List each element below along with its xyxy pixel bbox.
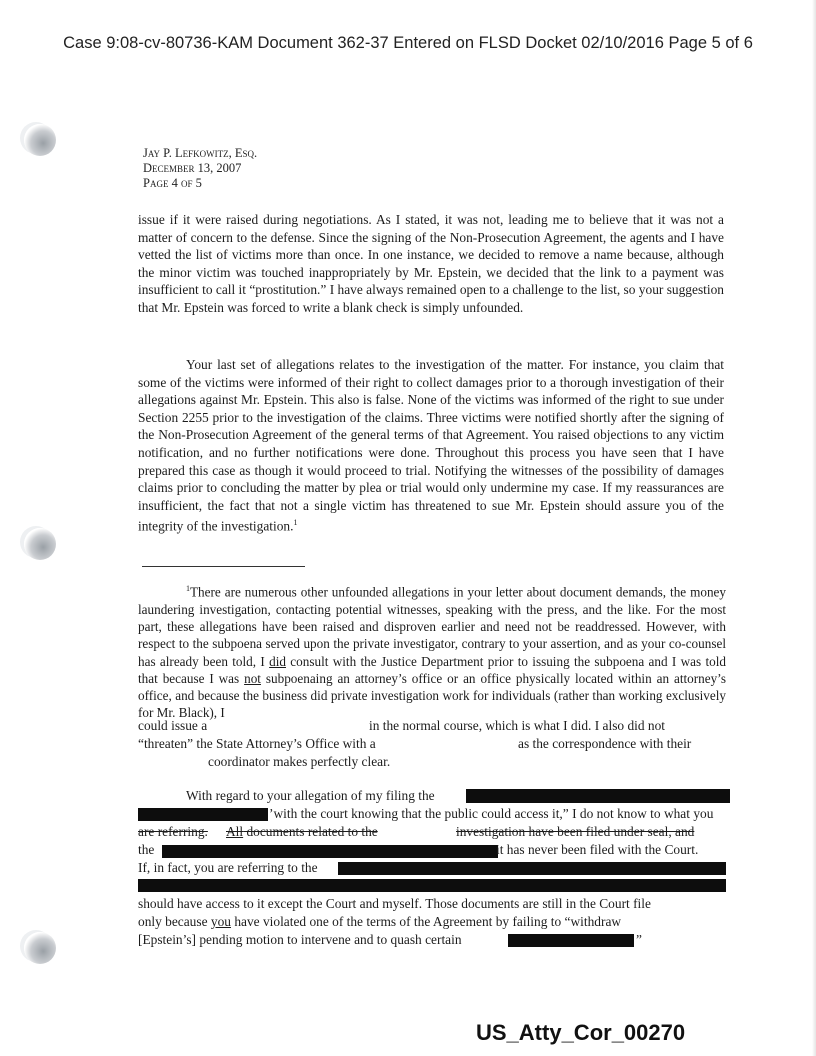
paragraph-2	[138, 356, 724, 535]
redaction-4	[338, 862, 726, 875]
final-line-3-left: are referring.	[138, 824, 208, 839]
redaction-5	[138, 879, 726, 892]
final-all: All	[226, 824, 244, 839]
final-line-2: ’with the court knowing that the public could access it,” I do not know to what you	[269, 806, 714, 821]
final-you: you	[210, 914, 231, 929]
footnote	[138, 580, 726, 722]
footnote-not: not	[244, 670, 261, 686]
paragraph-2-text	[138, 356, 724, 535]
paragraph-2-body: Your last set of allegations relates to the investigation of the matter. For instance, you claim that some of the victims were informed of their right to collect damages prior to a thorough investigation of their allegations against Mr. Epstein. This also is false. None of the victims was informed of the right to sue under Section 2255 prior to the investigation of the claims. Three victims were notified shortly after the signing of the Non-Prosecution Agreement of the general terms of that Agreement. You raised objections to any victim notification, and no further notifications were done. Throughout this process you have seen that I have prepared this case as though it would proceed to trial. Notifying the witnesses of the possibility of damages claims prior to concluding the matter by plea or trial would only undermine my case. If my reassurances are insufficient, the fact that not a single victim has threatened to sue Mr. Epstein should assure you of the integrity of the investigation.	[138, 357, 724, 534]
footnote-line-a-right: in the normal course, which is what I did. I also did not	[369, 718, 666, 733]
final-line-4-left: the	[138, 842, 155, 857]
footnote-line-b-right: as the correspondence with their	[518, 736, 692, 751]
final-line-9: [Epstein’s] pending motion to intervene and to quash certain	[138, 932, 462, 947]
bates-number: US_Atty_Cor_00270	[476, 1020, 686, 1045]
footnote-line-c: coordinator makes perfectly clear.	[208, 754, 391, 769]
final-line-7: should have access to it except the Court and myself. Those documents are still in the Court file	[138, 896, 651, 911]
letterhead	[143, 146, 257, 191]
final-line-3-right: investigation have been filed under seal, and	[456, 824, 695, 839]
footnote-line-a-left: could issue a	[138, 718, 208, 733]
paragraph-1-text: issue if it were raised during negotiations. As I stated, it was not, leading me to believe that it was not a matter of concern to the defense. Since the signing of the Non-Prosecution Agreement, the agents and I have vetted the list of victims more than once. In one instance, we decided to remove a name because, although the minor victim was touched inappropriately by Mr. Epstein, we decided that the link to a payment was insufficient to call it “prostitution.” I have always remained open to a challenge to the list, so your suggestion that Mr. Epstein was forced to write a blank check is simply unfounded.	[138, 212, 724, 315]
final-line-4-right: it has never been filed with the Court.	[496, 842, 699, 857]
page-edge-shadow	[812, 0, 816, 1056]
docket-header: Case 9:08-cv-80736-KAM Document 362-37 Entered on FLSD Docket 02/10/2016 Page 5 of 6	[63, 34, 753, 52]
letter-date: December 13, 2007	[143, 161, 242, 175]
final-line-5: If, in fact, you are referring to the	[138, 860, 318, 875]
footnote-part-3: subpoenaing an attorney’s office or an office physically located within an attorney’s office, and because the business did private investigation work for individuals (rather than working exclusively for Mr. Black), I	[138, 670, 726, 721]
redaction-1	[466, 789, 730, 803]
footnote-rule	[142, 566, 305, 567]
punch-hole-bottom	[24, 932, 56, 964]
footnote-did: did	[269, 653, 286, 669]
punch-hole-middle	[24, 528, 56, 560]
final-line-8-b: have violated one of the terms of the Agreement by failing to “withdraw	[230, 914, 622, 929]
footnote-line-b-left: “threaten” the State Attorney’s Office with a	[138, 736, 376, 751]
final-line-8-a: only because	[138, 914, 211, 929]
page-indicator: Page 4 of 5	[143, 176, 202, 190]
final-line-8	[138, 914, 621, 930]
redaction-2	[138, 808, 268, 821]
footnote-part-2: consult with the Justice Department prior to issuing the subpoena and I was told that because I was	[138, 653, 726, 686]
footnote-reference: 1	[293, 518, 298, 528]
footnote-text	[138, 580, 726, 722]
footnote-mark: 1	[186, 584, 190, 593]
final-line-3-mid	[226, 824, 378, 840]
recipient-name: Jay P. Lefkowitz, Esq.	[143, 146, 258, 160]
final-line-9-end: ”	[636, 932, 642, 947]
redaction-6	[508, 934, 634, 947]
redaction-3	[162, 845, 498, 858]
final-line-1: With regard to your allegation of my filing the	[186, 788, 435, 803]
footnote-part-1: There are numerous other unfounded allegations in your letter about document demands, the money laundering investigation, contacting potential witnesses, speaking with the press, and the like. For the most part, these allegations have been raised and disproven earlier and need not be readdressed. However, with respect to the subpoena served upon the private investigator, contrary to your assertion, and as your co-counsel has already been told, I	[138, 584, 726, 669]
punch-hole-top	[24, 124, 56, 156]
final-line-3-mid-text: documents related to the	[243, 824, 378, 839]
paragraph-1	[138, 211, 724, 317]
